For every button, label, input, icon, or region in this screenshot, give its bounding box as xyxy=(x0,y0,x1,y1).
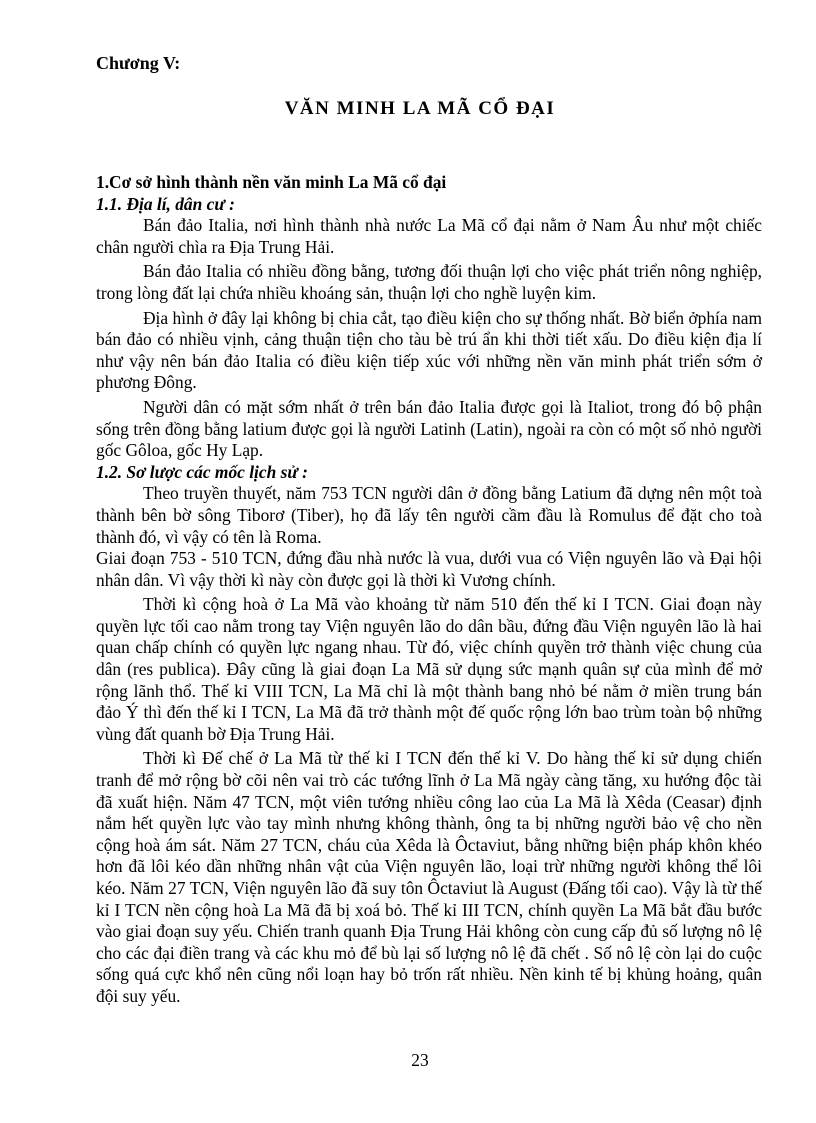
paragraph: Theo truyền thuyết, năm 753 TCN người dân ở đồng bằng Latium đã dựng nên một toà thành bên bờ sông Tiborơ (Tiber), họ đã lấy tên người cầm đầu là Romulus để đặt cho toà thành đó, vì vậy có tên là Roma. xyxy=(96,483,762,547)
paragraph: Thời kì Đế chế ở La Mã từ thế kỉ I TCN đến thế kỉ V. Do hàng thế kỉ sử dụng chiến tranh để mở rộng bờ cõi nên vai trò các tướng lĩnh ở La Mã ngày càng tăng, xu hướng độc tài đã xuất hiện. Năm 47 TCN, một viên tướng nhiều công lao của La Mã là Xêda (Ceasar) định nắm hết quyền lực vào tay mình nhưng không thành, ông ta bị những người bảo vệ cho nền cộng hoà ám sát. Năm 27 TCN, cháu của Xêda là Ôctaviut, bằng những biện pháp khôn khéo hơn đã lôi kéo dần những nhân vật của Viện nguyên lão, loại trừ những người không thể lôi kéo. Năm 27 TCN, Viện nguyên lão đã suy tôn Ôctaviut là August (Đấng tối cao). Vậy là từ thế kỉ I TCN nền cộng hoà La Mã đã bị xoá bỏ. Thế kỉ III TCN, chính quyền La Mã bắt đầu bước vào giai đoạn suy yếu. Chiến tranh quanh Địa Trung Hải không còn cung cấp đủ số lượng nô lệ cho các đại điền trang và các khu mỏ để bù lại số lượng nô lệ đã chết . Số nô lệ còn lại do cuộc sống quá cực khổ nên cũng nổi loạn hay bỏ trốn rất nhiều. Nền kinh tế bị khủng hoảng, quân đội suy yếu. xyxy=(96,748,762,1006)
subsection-heading: 1.1. Địa lí, dân cư : xyxy=(96,193,235,214)
subsection-heading: 1.2. Sơ lược các mốc lịch sử : xyxy=(96,461,308,482)
chapter-label: Chương V: xyxy=(96,53,181,73)
page-number: 23 xyxy=(411,1050,429,1070)
page-title: VĂN MINH LA MÃ CỔ ĐẠI xyxy=(284,98,556,119)
paragraph: Bán đảo Italia có nhiều đồng bằng, tương đối thuận lợi cho việc phát triển nông nghiệp, trong lòng đất lại chứa nhiều khoáng sản, thuận lợi cho nghề luyện kim. xyxy=(96,261,762,303)
paragraph: Thời kì cộng hoà ở La Mã vào khoảng từ năm 510 đến thế kỉ I TCN. Giai đoạn này quyền lực tối cao nằm trong tay Viện nguyên lão do dân bầu, đứng đầu Viện nguyên lão là hai quan chấp chính có quyền lực ngang nhau. Từ đó, việc chính quyền trở thành việc chung của dân (res publica). Đây cũng là giai đoạn La Mã sử dụng sức mạnh quân sự của mình để mở rộng lãnh thổ. Thế kỉ VIII TCN, La Mã chỉ là một thành bang nhỏ bé nằm ở miền trung bán đảo Ý thì đến thế kỉ I TCN, La Mã đã trở thành một đế quốc rộng lớn bao trùm toàn bộ những vùng đất quanh bờ Địa Trung Hải. xyxy=(96,594,762,744)
paragraph: Địa hình ở đây lại không bị chia cắt, tạo điều kiện cho sự thống nhất. Bờ biển ởphía nam bán đảo có nhiều vịnh, cảng thuận tiện cho tàu bè trú ẩn khi thời tiết xấu. Do điều kiện địa lí như vậy nên bán đảo Italia có điều kiện tiếp xúc với những nền văn minh phát triển sớm ở phương Đông. xyxy=(96,307,762,393)
paragraph: Người dân có mặt sớm nhất ở trên bán đảo Italia được gọi là Italiot, trong đó bộ phận sống trên đồng bằng latium được gọi là người Latinh (Latin), ngoài ra còn có một số nhỏ người gốc Gôloa, gốc Hy Lạp. xyxy=(96,396,762,461)
paragraph: Giai đoạn 753 - 510 TCN, đứng đầu nhà nước là vua, dưới vua có Viện nguyên lão và Đại hội nhân dân. Vì vậy thời kì này còn được gọi là thời kì Vương chính. xyxy=(96,548,762,590)
document-body xyxy=(96,172,762,1008)
section-heading: 1.Cơ sở hình thành nền văn minh La Mã cổ đại xyxy=(96,172,447,192)
paragraph: Bán đảo Italia, nơi hình thành nhà nước La Mã cổ đại nằm ở Nam Âu như một chiếc chân người chìa ra Địa Trung Hải. xyxy=(96,215,762,257)
